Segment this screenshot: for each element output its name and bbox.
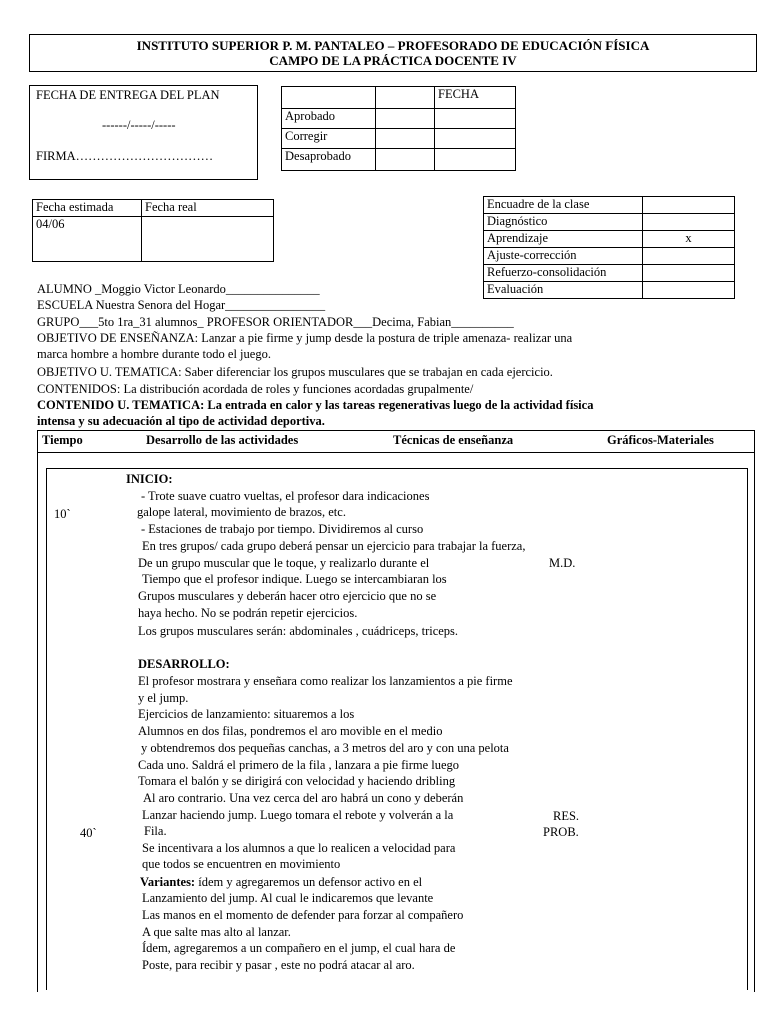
objetivo-line-2: marca hombre a hombre durante todo el juego. — [37, 347, 271, 361]
inicio-line: haya hecho. No se podrán repetir ejercicios. — [138, 606, 358, 620]
desarrollo-line: que todos se encuentren en movimiento — [142, 857, 341, 871]
approval-row-desaprobado: Desaprobado — [282, 149, 376, 171]
desarrollo-line: Tomara el balón y se dirigirá con velocidad y haciendo dribling — [138, 774, 456, 788]
variantes-first: ídem y agregaremos un defensor activo en el — [195, 875, 423, 889]
real-date-label: Fecha real — [142, 200, 274, 217]
framing-label: Ajuste-corrección — [484, 248, 643, 265]
approval-row-aprobado: Aprobado — [282, 109, 376, 129]
delivery-date-placeholder: ------/-----/----- — [102, 118, 176, 132]
inicio-line: galope lateral, movimiento de brazos, etc. — [137, 505, 346, 519]
col-graficos: Gráficos-Materiales — [607, 433, 714, 447]
objetivo-line: OBJETIVO DE ENSEÑANZA: Lanzar a pie firme y jump desde la postura de triple amenaza- realizar una — [37, 331, 573, 345]
objetivo-ut-line: OBJETIVO U. TEMATICA: Saber diferenciar los grupos musculares que se trabajan en cada ejercicio. — [37, 365, 553, 379]
desarrollo-line: y obtendremos dos pequeñas canchas, a 3 metros del aro y con una pelota — [141, 741, 509, 755]
desarrollo-line: Al aro contrario. Una vez cerca del aro habrá un cono y deberán — [143, 791, 464, 805]
real-date-value — [142, 217, 274, 262]
contenido-ut-line: CONTENIDO U. TEMATICA: La entrada en calor y las tareas regenerativas luego de la actividad física — [37, 398, 594, 412]
estimated-date-label: Fecha estimada — [33, 200, 142, 217]
inicio-line: - Estaciones de trabajo por tiempo. Dividiremos al curso — [141, 522, 424, 536]
course-title: CAMPO DE LA PRÁCTICA DOCENTE IV — [269, 53, 517, 68]
framing-mark — [643, 214, 735, 231]
desarrollo-title: DESARROLLO: — [138, 657, 230, 671]
framing-table — [483, 196, 735, 299]
delivery-box — [29, 85, 258, 180]
desarrollo-line: Ejercicios de lanzamiento: situaremos a los — [138, 707, 355, 721]
tech-desarrollo-b: PROB. — [543, 825, 579, 839]
framing-mark — [643, 197, 735, 214]
alumno-line: ALUMNO _Moggio Victor Leonardo_______________ — [37, 282, 320, 296]
dates-table — [32, 199, 274, 262]
variantes-line: Las manos en el momento de defender para forzar al compañero — [142, 908, 464, 922]
desarrollo-line: El profesor mostrara y enseñara como realizar los lanzamientos a pie firme — [138, 674, 513, 688]
tech-desarrollo-a: RES. — [553, 809, 580, 823]
desarrollo-line: Alumnos en dos filas, pondremos el aro movible en el medio — [138, 724, 443, 738]
framing-mark: x — [643, 231, 735, 248]
time-desarrollo: 40` — [80, 826, 97, 840]
framing-label: Encuadre de la clase — [484, 197, 643, 214]
tech-inicio: M.D. — [549, 556, 576, 570]
estimated-date-value: 04/06 — [33, 217, 142, 262]
framing-mark — [643, 248, 735, 265]
variantes-line — [140, 874, 422, 890]
institute-title: INSTITUTO SUPERIOR P. M. PANTALEO – PROFESORADO DE EDUCACIÓN FÍSICA — [136, 38, 650, 53]
variantes-line: Poste, para recibir y pasar , este no podrá atacar al aro. — [142, 958, 415, 972]
signature-line: FIRMA…………………………… — [36, 149, 214, 163]
variantes-line: A que salte mas alto al lanzar. — [142, 925, 291, 939]
desarrollo-line: Fila. — [144, 824, 167, 838]
escuela-line: ESCUELA Nuestra Senora del Hogar________________ — [37, 298, 326, 312]
col-tecnicas: Técnicas de enseñanza — [393, 433, 514, 447]
framing-label: Aprendizaje — [484, 231, 643, 248]
contenidos-line: CONTENIDOS: La distribución acordada de roles y funciones acordadas grupalmente/ — [37, 382, 474, 396]
desarrollo-line: y el jump. — [138, 691, 189, 705]
inicio-line: De un grupo muscular que le toque, y realizarlo durante el — [138, 556, 430, 570]
inicio-line: Los grupos musculares serán: abdominales , cuádriceps, triceps. — [138, 624, 459, 638]
approval-table — [281, 86, 516, 171]
framing-label: Evaluación — [484, 282, 643, 299]
inicio-line: Grupos musculares y deberán hacer otro ejercicio que no se — [138, 589, 437, 603]
inicio-title: INICIO: — [126, 472, 173, 486]
framing-mark — [643, 282, 735, 299]
col-desarrollo: Desarrollo de las actividades — [146, 433, 299, 447]
variantes-line: Lanzamiento del jump. Al cual le indicaremos que levante — [142, 891, 434, 905]
inicio-line: En tres grupos/ cada grupo deberá pensar un ejercicio para trabajar la fuerza, — [142, 539, 526, 553]
delivery-label: FECHA DE ENTREGA DEL PLAN — [36, 88, 220, 102]
approval-row-corregir: Corregir — [282, 129, 376, 149]
header-box — [29, 34, 757, 72]
desarrollo-line: Lanzar haciendo jump. Luego tomara el rebote y volverán a la — [142, 808, 454, 822]
time-inicio: 10` — [54, 507, 71, 521]
variantes-label: Variantes: — [140, 875, 196, 889]
header-divider — [37, 452, 755, 453]
variantes-line: Ídem, agregaremos a un compañero en el jump, el cual hara de — [142, 941, 456, 955]
desarrollo-line: Cada uno. Saldrá el primero de la fila , lanzara a pie firme luego — [138, 758, 460, 772]
desarrollo-line: Se incentivara a los alumnos a que lo realicen a velocidad para — [142, 841, 456, 855]
contenido-ut-line-2: intensa y su adecuación al tipo de actividad deportiva. — [37, 414, 325, 428]
fecha-header: FECHA — [435, 87, 516, 109]
framing-label: Diagnóstico — [484, 214, 643, 231]
inicio-line: - Trote suave cuatro vueltas, el profesor dara indicaciones — [141, 489, 430, 503]
grupo-line: GRUPO___5to 1ra_31 alumnos_ PROFESOR ORIENTADOR___Decima, Fabian__________ — [37, 315, 514, 329]
inicio-line: Tiempo que el profesor indique. Luego se intercambiaran los — [142, 572, 447, 586]
framing-label: Refuerzo-consolidación — [484, 265, 643, 282]
col-tiempo: Tiempo — [42, 433, 83, 447]
framing-mark — [643, 265, 735, 282]
